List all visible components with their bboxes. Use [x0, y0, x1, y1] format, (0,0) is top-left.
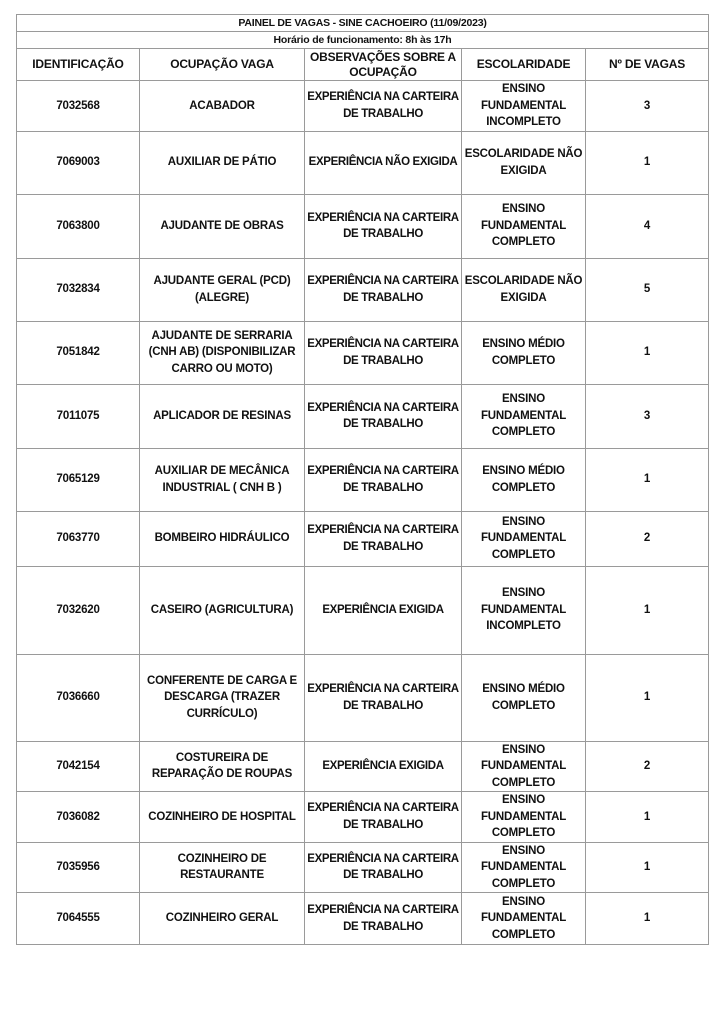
cell-observacoes-text: EXPERIÊNCIA NA CARTEIRA DE TRABALHO	[307, 275, 459, 304]
table-row	[17, 448, 709, 511]
cell-ocupacao-text: BOMBEIRO HIDRÁULICO	[154, 532, 290, 545]
table-row	[17, 131, 709, 194]
cell-vagas-text: 5	[643, 283, 651, 296]
cell-escolaridade-text: ENSINO FUNDAMENTAL COMPLETO	[480, 203, 567, 249]
cell-identificacao	[17, 321, 140, 384]
cell-observacoes-text: EXPERIÊNCIA NA CARTEIRA DE TRABALHO	[307, 338, 459, 367]
cell-observacoes-text: EXPERIÊNCIA NA CARTEIRA DE TRABALHO	[307, 802, 459, 831]
cell-ocupacao-text: AUXILIAR DE MECÂNICA INDUSTRIAL ( CNH B )	[154, 465, 290, 494]
cell-escolaridade-text: ENSINO FUNDAMENTAL COMPLETO	[480, 844, 567, 890]
page-title: PAINEL DE VAGAS - SINE CACHOEIRO (11/09/2023)	[17, 15, 709, 32]
cell-escolaridade	[462, 511, 586, 566]
cell-identificacao-text: 7036660	[56, 691, 100, 704]
cell-escolaridade	[462, 654, 586, 741]
cell-identificacao-text: 7032834	[56, 283, 100, 296]
cell-vagas-text: 2	[643, 532, 651, 545]
cell-vagas	[586, 194, 709, 258]
cell-vagas	[586, 893, 709, 945]
cell-vagas	[586, 511, 709, 566]
cell-escolaridade	[462, 258, 586, 321]
cell-identificacao-text: 7032568	[56, 99, 100, 112]
table-row	[17, 566, 709, 654]
cell-identificacao	[17, 566, 140, 654]
cell-observacoes	[305, 194, 462, 258]
table-row	[17, 741, 709, 792]
cell-escolaridade	[462, 566, 586, 654]
cell-vagas	[586, 566, 709, 654]
cell-ocupacao-text: COZINHEIRO GERAL	[165, 912, 279, 925]
cell-ocupacao-text: COZINHEIRO DE HOSPITAL	[148, 810, 296, 823]
cell-ocupacao	[140, 81, 305, 132]
cell-observacoes-text: EXPERIÊNCIA NA CARTEIRA DE TRABALHO	[307, 401, 459, 430]
header-escolaridade: ESCOLARIDADE	[462, 49, 586, 81]
cell-identificacao	[17, 842, 140, 893]
cell-escolaridade	[462, 194, 586, 258]
cell-escolaridade	[462, 131, 586, 194]
cell-vagas-text: 1	[643, 603, 651, 616]
opening-hours: Horário de funcionamento: 8h às 17h	[17, 32, 709, 49]
cell-observacoes-text: EXPERIÊNCIA NA CARTEIRA DE TRABALHO	[307, 465, 459, 494]
header-identificacao: IDENTIFICAÇÃO	[17, 49, 140, 81]
cell-identificacao-text: 7069003	[56, 156, 100, 169]
cell-identificacao-text: 7065129	[56, 473, 100, 486]
table-row	[17, 792, 709, 843]
cell-identificacao	[17, 448, 140, 511]
cell-escolaridade	[462, 893, 586, 945]
cell-vagas-text: 1	[643, 861, 651, 873]
cell-vagas-text: 3	[643, 99, 651, 112]
cell-escolaridade-text: ESCOLARIDADE NÃO EXIGIDA	[464, 275, 583, 304]
cell-observacoes-text: EXPERIÊNCIA NA CARTEIRA DE TRABALHO	[307, 211, 459, 240]
cell-ocupacao-text: AUXILIAR DE PÁTIO	[167, 156, 277, 169]
cell-vagas	[586, 741, 709, 792]
cell-vagas-text: 1	[643, 156, 651, 169]
cell-vagas	[586, 842, 709, 893]
table-row	[17, 384, 709, 448]
cell-ocupacao-text: AJUDANTE DE SERRARIA (CNH AB) (DISPONIBILIZAR CARRO OU MOTO)	[148, 329, 296, 375]
cell-observacoes	[305, 81, 462, 132]
cell-identificacao	[17, 741, 140, 792]
cell-vagas-text: 1	[643, 691, 651, 704]
cell-ocupacao	[140, 511, 305, 566]
cell-ocupacao	[140, 654, 305, 741]
cell-identificacao	[17, 384, 140, 448]
cell-identificacao-text: 7051842	[56, 346, 100, 359]
cell-observacoes	[305, 131, 462, 194]
cell-identificacao-text: 7011075	[56, 409, 100, 422]
table-row	[17, 842, 709, 893]
cell-escolaridade	[462, 842, 586, 893]
cell-observacoes	[305, 384, 462, 448]
cell-vagas-text: 1	[643, 810, 651, 823]
cell-observacoes-text: EXPERIÊNCIA NA CARTEIRA DE TRABALHO	[307, 904, 459, 933]
cell-escolaridade-text: ENSINO FUNDAMENTAL COMPLETO	[480, 393, 567, 439]
cell-ocupacao	[140, 566, 305, 654]
cell-identificacao	[17, 654, 140, 741]
cell-ocupacao-text: AJUDANTE DE OBRAS	[160, 219, 284, 232]
cell-ocupacao-text: CONFERENTE DE CARGA E DESCARGA (TRAZER CURRÍCULO)	[147, 674, 297, 720]
cell-observacoes-text: EXPERIÊNCIA NA CARTEIRA DE TRABALHO	[307, 683, 459, 712]
table-row	[17, 81, 709, 132]
header-row	[17, 49, 709, 81]
cell-ocupacao-text: AJUDANTE GERAL (PCD) (ALEGRE)	[153, 275, 291, 304]
cell-identificacao-text: 7064555	[56, 912, 100, 925]
cell-ocupacao	[140, 792, 305, 843]
cell-vagas-text: 1	[643, 346, 651, 359]
cell-observacoes-text: EXPERIÊNCIA NA CARTEIRA DE TRABALHO	[307, 852, 459, 882]
cell-vagas	[586, 654, 709, 741]
cell-vagas-text: 1	[643, 912, 651, 925]
cell-vagas	[586, 792, 709, 843]
cell-identificacao	[17, 258, 140, 321]
cell-ocupacao	[140, 893, 305, 945]
cell-identificacao-text: 7035956	[56, 861, 100, 873]
cell-escolaridade	[462, 448, 586, 511]
cell-escolaridade	[462, 792, 586, 843]
cell-identificacao-text: 7042154	[56, 760, 100, 772]
cell-ocupacao	[140, 448, 305, 511]
cell-identificacao	[17, 194, 140, 258]
cell-identificacao	[17, 792, 140, 843]
cell-escolaridade	[462, 81, 586, 132]
cell-observacoes-text: EXPERIÊNCIA NA CARTEIRA DE TRABALHO	[307, 91, 459, 120]
cell-escolaridade-text: ENSINO FUNDAMENTAL COMPLETO	[480, 794, 567, 839]
cell-vagas-text: 1	[643, 473, 651, 486]
cell-ocupacao	[140, 741, 305, 792]
cell-escolaridade-text: ENSINO FUNDAMENTAL COMPLETO	[480, 515, 567, 561]
cell-observacoes	[305, 893, 462, 945]
cell-observacoes	[305, 654, 462, 741]
cell-vagas	[586, 258, 709, 321]
cell-vagas-text: 2	[643, 760, 651, 772]
cell-observacoes	[305, 321, 462, 384]
cell-identificacao	[17, 893, 140, 945]
header-ocupacao: OCUPAÇÃO VAGA	[140, 49, 305, 81]
cell-escolaridade-text: ENSINO MÉDIO COMPLETO	[482, 683, 565, 712]
cell-observacoes	[305, 792, 462, 843]
cell-vagas	[586, 321, 709, 384]
cell-escolaridade-text: ESCOLARIDADE NÃO EXIGIDA	[464, 148, 583, 177]
cell-observacoes-text: EXPERIÊNCIA NÃO EXIGIDA	[308, 156, 458, 169]
cell-escolaridade	[462, 384, 586, 448]
cell-vagas-text: 3	[643, 409, 651, 422]
cell-vagas	[586, 384, 709, 448]
cell-ocupacao-text: CASEIRO (AGRICULTURA)	[150, 603, 294, 616]
cell-vagas	[586, 81, 709, 132]
cell-escolaridade-text: ENSINO FUNDAMENTAL INCOMPLETO	[480, 587, 567, 633]
cell-escolaridade-text: ENSINO FUNDAMENTAL COMPLETO	[480, 895, 567, 941]
cell-escolaridade	[462, 741, 586, 792]
cell-identificacao-text: 7036082	[56, 810, 100, 823]
cell-observacoes	[305, 741, 462, 792]
table-row	[17, 654, 709, 741]
table-row	[17, 511, 709, 566]
cell-escolaridade-text: ENSINO MÉDIO COMPLETO	[482, 465, 565, 494]
cell-escolaridade-text: ENSINO FUNDAMENTAL INCOMPLETO	[480, 83, 567, 128]
cell-identificacao-text: 7063770	[56, 532, 100, 545]
cell-identificacao	[17, 511, 140, 566]
cell-ocupacao	[140, 384, 305, 448]
cell-ocupacao-text: ACABADOR	[189, 99, 255, 112]
cell-vagas	[586, 131, 709, 194]
cell-observacoes	[305, 258, 462, 321]
vacancy-table	[16, 14, 709, 945]
table-row	[17, 321, 709, 384]
table-row	[17, 194, 709, 258]
header-observacoes: OBSERVAÇÕES SOBRE A OCUPAÇÃO	[305, 49, 462, 81]
cell-identificacao-text: 7032620	[56, 603, 100, 616]
cell-vagas	[586, 448, 709, 511]
table-row	[17, 893, 709, 945]
cell-ocupacao	[140, 194, 305, 258]
cell-escolaridade-text: ENSINO MÉDIO COMPLETO	[482, 338, 565, 367]
cell-observacoes-text: EXPERIÊNCIA EXIGIDA	[322, 603, 444, 616]
cell-ocupacao-text: COSTUREIRA DE REPARAÇÃO DE ROUPAS	[151, 751, 293, 781]
cell-identificacao-text: 7063800	[56, 219, 100, 232]
cell-ocupacao	[140, 321, 305, 384]
cell-ocupacao	[140, 131, 305, 194]
table-row	[17, 258, 709, 321]
cell-ocupacao-text: APLICADOR DE RESINAS	[153, 409, 291, 422]
cell-ocupacao	[140, 258, 305, 321]
cell-identificacao	[17, 131, 140, 194]
cell-vagas-text: 4	[643, 219, 651, 232]
cell-ocupacao	[140, 842, 305, 893]
cell-observacoes	[305, 566, 462, 654]
cell-ocupacao-text: COZINHEIRO DE RESTAURANTE	[177, 852, 267, 882]
cell-observacoes-text: EXPERIÊNCIA EXIGIDA	[322, 760, 444, 772]
cell-observacoes	[305, 842, 462, 893]
cell-observacoes	[305, 448, 462, 511]
cell-observacoes-text: EXPERIÊNCIA NA CARTEIRA DE TRABALHO	[307, 524, 459, 553]
cell-escolaridade	[462, 321, 586, 384]
cell-escolaridade-text: ENSINO FUNDAMENTAL COMPLETO	[480, 743, 567, 789]
cell-identificacao	[17, 81, 140, 132]
cell-observacoes	[305, 511, 462, 566]
header-vagas: Nº DE VAGAS	[586, 49, 709, 81]
